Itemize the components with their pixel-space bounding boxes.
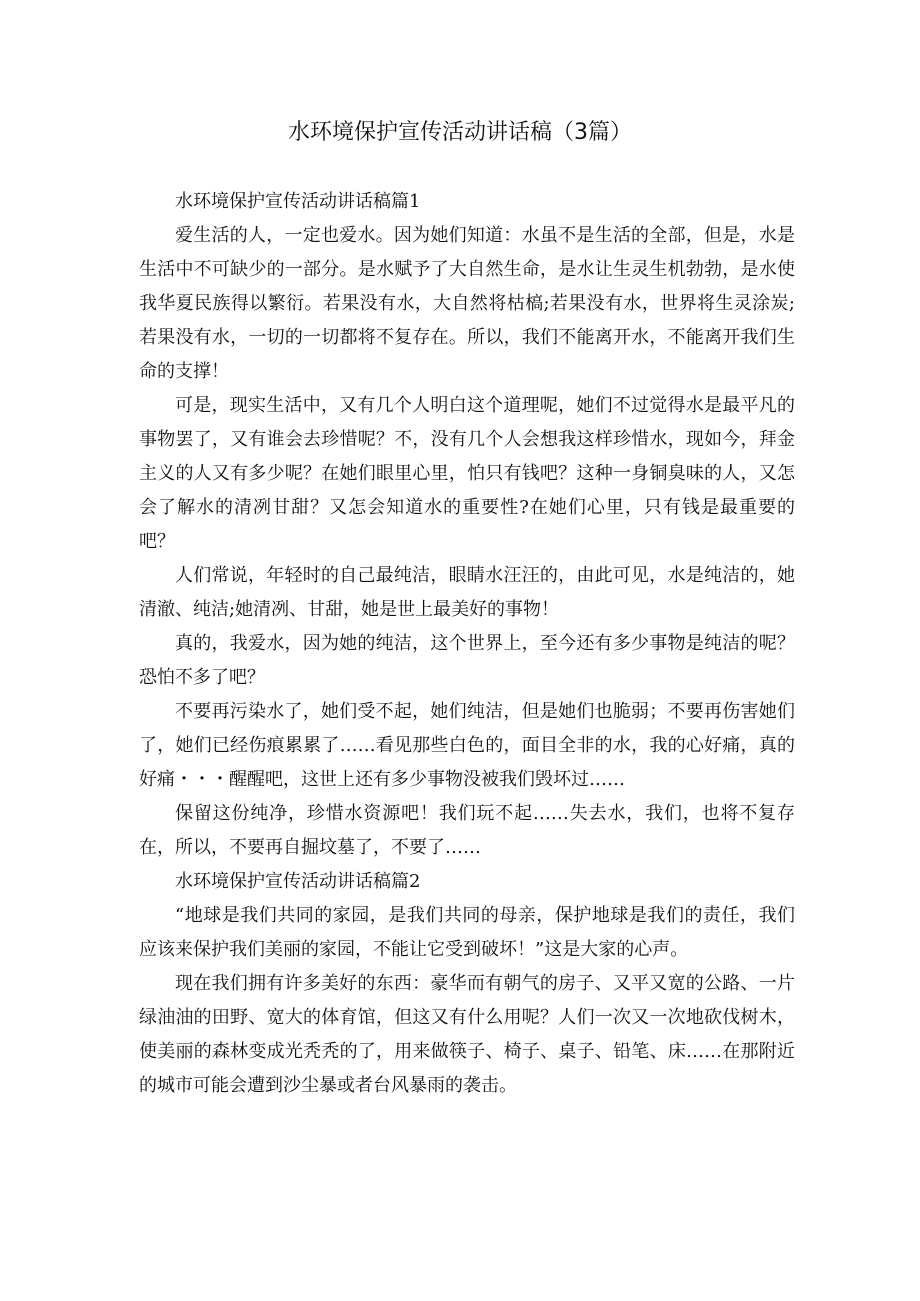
paragraph: 保留这份纯净，珍惜水资源吧！我们玩不起……失去水，我们，也将不复存在，所以，不要再自掘坟墓了，不要了……	[139, 803, 795, 858]
document-title: 水环境保护宣传活动讲话稿（3篇）	[288, 120, 632, 145]
section-heading-2: 水环境保护宣传活动讲话稿篇2	[175, 871, 421, 892]
paragraph: “地球是我们共同的家园，是我们共同的母亲，保护地球是我们的责任，我们应该来保护我们美丽的家园，不能让它受到破坏！”这是大家的心声。	[139, 905, 795, 960]
paragraph: 人们常说，年轻时的自己最纯洁，眼睛水汪汪的，由此可见，水是纯洁的，她清澈、纯洁;她清冽、甘甜，她是世上最美好的事物！	[139, 565, 795, 620]
paragraph: 不要再污染水了，她们受不起，她们纯洁，但是她们也脆弱；不要再伤害她们了，她们已经伤痕累累了……看见那些白色的，面目全非的水，我的心好痛，真的好痛・・・醒醒吧，这世上还有多少事物没被我们毁坏过……	[139, 701, 795, 790]
paragraph: 真的，我爱水，因为她的纯洁，这个世界上，至今还有多少事物是纯洁的呢？恐怕不多了吧？	[139, 633, 795, 688]
document-body	[139, 185, 795, 1103]
paragraph: 爱生活的人，一定也爱水。因为她们知道：水虽不是生活的全部，但是，水是生活中不可缺少的一部分。是水赋予了大自然生命，是水让生灵生机勃勃，是水使我华夏民族得以繁衍。若果没有水，大自然将枯槁;若果没有水，世界将生灵涂炭;若果没有水，一切的一切都将不复存在。所以，我们不能离开水，不能离开我们生命的支撑！	[139, 225, 795, 382]
section-heading-1: 水环境保护宣传活动讲话稿篇1	[175, 191, 421, 212]
paragraph: 可是，现实生活中，又有几个人明白这个道理呢，她们不过觉得水是最平凡的事物罢了，又有谁会去珍惜呢？不，没有几个人会想我这样珍惜水，现如今，拜金主义的人又有多少呢？在她们眼里心里，怕只有钱吧？这种一身铜臭味的人，又怎会了解水的清冽甘甜？又怎会知道水的重要性?在她们心里，只有钱是最重要的吧？	[139, 395, 795, 552]
paragraph: 现在我们拥有许多美好的东西：豪华而有朝气的房子、又平又宽的公路、一片绿油油的田野、宽大的体育馆，但这又有什么用呢？人们一次又一次地砍伐树木，使美丽的森林变成光秃秃的了，用来做筷子、椅子、桌子、铅笔、床……在那附近的城市可能会遭到沙尘暴或者台风暴雨的袭击。	[139, 973, 795, 1096]
